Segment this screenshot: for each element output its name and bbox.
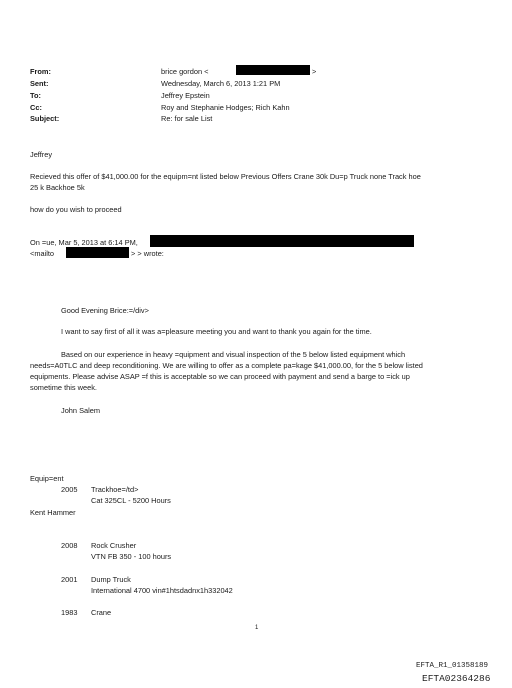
subject-label: Subject: xyxy=(30,114,60,123)
redaction-block xyxy=(66,247,129,258)
from-tail: > xyxy=(312,67,317,76)
message-paragraph-1: I want to say first of all it was a=pleasure meeting you and want to thank you again for the time. xyxy=(61,327,372,336)
bates-number-1: EFTA_R1_01358189 xyxy=(416,662,489,670)
equipment-detail: VTN FB 350 - 100 hours xyxy=(91,552,172,561)
reply-greeting: Jeffrey xyxy=(30,150,53,159)
subject-value: Re: for sale List xyxy=(161,114,213,123)
reply-line-2: 25 k Backhoe 5k xyxy=(30,183,85,192)
sent-value: Wednesday, March 6, 2013 1:21 PM xyxy=(161,79,281,88)
message-paragraph-2-line-2: needs=A0TLC and deep reconditioning. We are willing to offer as a complete pa=kage $41,000.00, for the 5 below listed xyxy=(30,361,423,370)
equipment-year: 1983 xyxy=(61,608,78,617)
redaction-block xyxy=(236,65,310,75)
equipment-name: Dump Truck xyxy=(91,575,131,584)
cc-value: Roy and Stephanie Hodges; Rich Kahn xyxy=(161,103,290,112)
redaction-block xyxy=(150,235,414,247)
to-label: To: xyxy=(30,91,41,100)
bates-number-2: EFTA02364286 xyxy=(422,673,491,684)
equipment-name: Crane xyxy=(91,608,112,617)
quote-on-line: On =ue, Mar 5, 2013 at 6:14 PM, xyxy=(30,238,138,247)
page-number: 1 xyxy=(255,625,259,631)
message-paragraph-2-line-3: equipments. Please advise ASAP =f this is acceptable so we can proceed with payment and send a barge to =ick up xyxy=(30,372,410,381)
to-value: Jeffrey Epstein xyxy=(161,91,210,100)
sent-label: Sent: xyxy=(30,79,49,88)
quote-wrote: > > wrote: xyxy=(131,249,164,258)
equipment-year: 2001 xyxy=(61,575,78,584)
equipment-year: 2008 xyxy=(61,541,78,550)
equipment-detail: Cat 325CL - 5200 Hours xyxy=(91,496,171,505)
equipment-name: Rock Crusher xyxy=(91,541,137,550)
equipment-detail: International 4700 vin#1htsdadnx1h332042 xyxy=(91,586,233,595)
message-paragraph-2-line-1: Based on our experience in heavy =quipment and visual inspection of the 5 below listed equipment which xyxy=(61,350,406,359)
message-greeting: Good Evening Brice:=/div> xyxy=(61,306,149,315)
equipment-name: Trackhoe=/td> xyxy=(91,485,139,494)
message-signature: John Salem xyxy=(61,406,101,415)
reply-line-1: Recieved this offer of $41,000.00 for the equipm=nt listed below Previous Offers Crane 30k Du=p Truck none Track hoe xyxy=(30,172,421,181)
equipment-year: 2005 xyxy=(61,485,78,494)
cc-label: Cc: xyxy=(30,103,42,112)
from-label: From: xyxy=(30,67,51,76)
reply-question: how do you wish to proceed xyxy=(30,205,122,214)
quote-mailto: <mailto xyxy=(30,249,55,258)
kent-hammer: Kent Hammer xyxy=(30,508,76,517)
equipment-heading: Equip=ent xyxy=(30,474,64,483)
from-value: brice gordon < xyxy=(161,67,209,76)
message-paragraph-2-line-4: sometime this week. xyxy=(30,383,97,392)
